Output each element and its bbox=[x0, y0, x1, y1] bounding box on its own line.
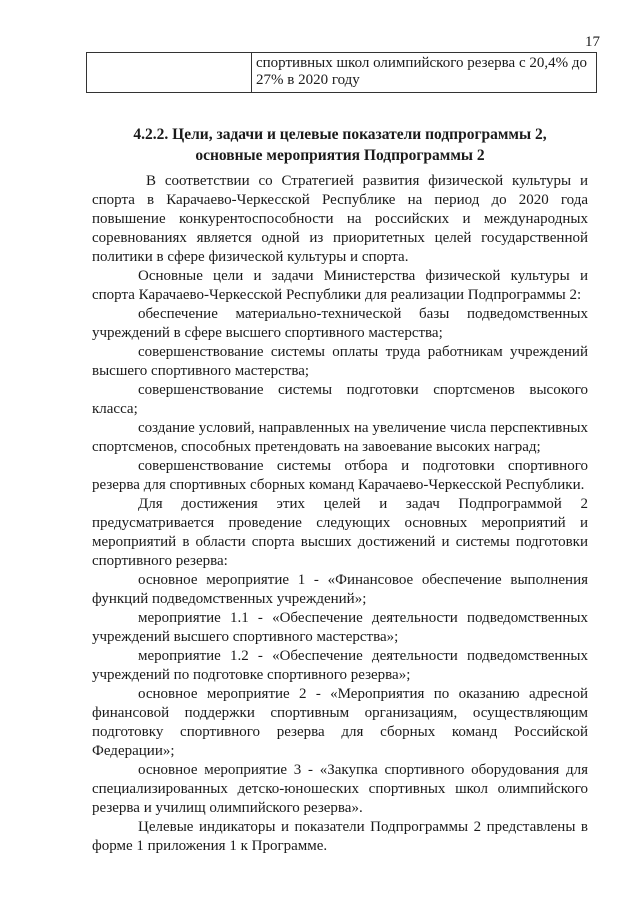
continuation-table bbox=[86, 52, 597, 93]
table-cell-text: спортивных школ олимпийского резерва с 20,4% до 27% в 2020 году bbox=[252, 53, 597, 93]
table-row bbox=[87, 53, 597, 93]
paragraph-measure-1-2: мероприятие 1.2 - «Обеспечение деятельности подведомственных учреждений по подготовке спортивного резерва»; bbox=[92, 648, 588, 683]
section-heading-line-2: основные мероприятия Подпрограммы 2 bbox=[195, 147, 485, 164]
paragraph-measure-1: основное мероприятие 1 - «Финансовое обеспечение выполнения функций подведомственных учреждений»; bbox=[92, 572, 588, 607]
paragraph-goal-conditions: создание условий, направленных на увеличение числа перспективных спортсменов, способных претендовать на завоевание высоких наград; bbox=[92, 420, 588, 455]
paragraph-strategy: В соответствии со Стратегией развития физической культуры и спорта в Карачаево-Черкесской Республике на период до 2020 года повышение конкурентоспособности на российских и международных соревнованиях является одной из приоритетных целей государственной политики в сфере физической культуры и спорта. bbox=[92, 173, 588, 265]
paragraph-goals-intro: Основные цели и задачи Министерства физической культуры и спорта Карачаево-Черкесской Республики для реализации Подпрограммы 2: bbox=[92, 268, 588, 303]
paragraph-goal-material-base: обеспечение материально-технической базы подведомственных учреждений в сфере высшего спортивного мастерства; bbox=[92, 306, 588, 341]
paragraph-goal-selection: совершенствование системы отбора и подготовки спортивного резерва для спортивных сборных команд Карачаево-Черкесской Республики. bbox=[92, 458, 588, 493]
document-body bbox=[92, 172, 588, 856]
table-cell-empty bbox=[87, 53, 252, 93]
paragraph-measure-3: основное мероприятие 3 - «Закупка спортивного оборудования для специализированных детско-юношеских спортивных школ олимпийского резерва и училищ олимпийского резерва». bbox=[92, 762, 588, 816]
page-number: 17 bbox=[585, 34, 600, 50]
paragraph-measure-2: основное мероприятие 2 - «Мероприятия по оказанию адресной финансовой поддержки спортивным организациям, осуществляющим подготовку спортивного резерва для сборных команд Российской Федерации»; bbox=[92, 686, 588, 759]
paragraph-goal-payment-system: совершенствование системы оплаты труда работникам учреждений высшего спортивного мастерства; bbox=[92, 344, 588, 379]
section-heading bbox=[60, 124, 620, 166]
paragraph-measure-1-1: мероприятие 1.1 - «Обеспечение деятельности подведомственных учреждений высшего спортивного мастерства»; bbox=[92, 610, 588, 645]
paragraph-indicators: Целевые индикаторы и показатели Подпрограммы 2 представлены в форме 1 приложения 1 к Программе. bbox=[92, 819, 588, 854]
section-heading-line-1: 4.2.2. Цели, задачи и целевые показатели подпрограммы 2, bbox=[133, 126, 547, 143]
paragraph-goal-training-system: совершенствование системы подготовки спортсменов высокого класса; bbox=[92, 382, 588, 417]
paragraph-measures-intro: Для достижения этих целей и задач Подпрограммой 2 предусматривается проведение следующих основных мероприятий и мероприятий в области спорта высших достижений и системы подготовки спортивного резерва: bbox=[92, 496, 588, 569]
